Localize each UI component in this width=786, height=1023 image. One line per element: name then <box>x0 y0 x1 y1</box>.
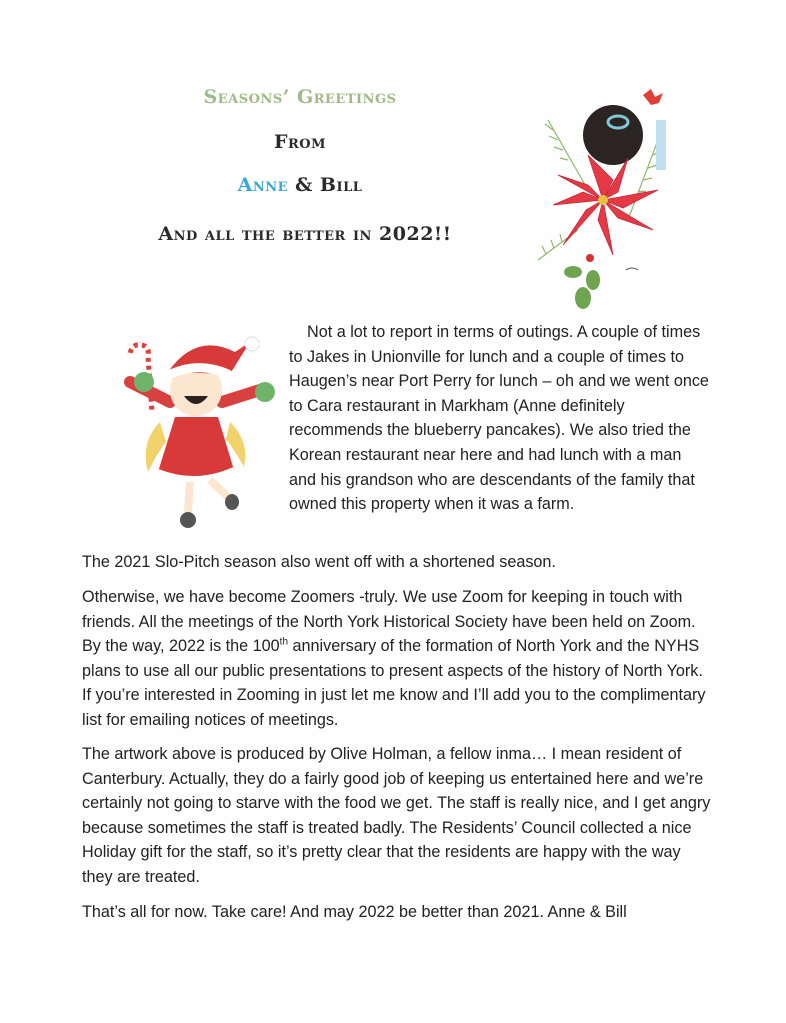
paragraph-zoomers <box>82 585 707 733</box>
berry <box>586 254 594 262</box>
red-bow <box>643 89 663 105</box>
ornament-ball <box>583 105 643 165</box>
name-bill: & Bill <box>288 174 363 196</box>
red-dress <box>158 417 234 479</box>
paragraph-slo-pitch: The 2021 Slo-Pitch season also went off with a shortened season. <box>82 553 556 571</box>
mitten-right <box>255 382 275 402</box>
boot-right <box>225 494 239 510</box>
zoomers-text-start: Otherwise, we have become Zoomers -truly. We use Zoom for keeping in touch with friends. All the meetings of the North York Historical Society have been held on Zoom. By the way, 2022 is the 100 <box>82 588 696 656</box>
greeting-subtitle: And all the better in 2022!! <box>158 223 452 245</box>
name-anne: Anne <box>237 174 289 196</box>
blue-accent <box>656 120 666 170</box>
greeting-from: From <box>273 131 326 153</box>
greeting-names <box>110 174 490 196</box>
paragraph-outings: Not a lot to report in terms of outings. A couple of times to Jakes in Unionville for lunch and a couple of times to Haugen’s near Port Perry for lunch – oh and we went once to Cara restaurant in Markham (Anne definitely recommends the blueberry pancakes). We also tried the Korean restaurant near here and had lunch with a man and his grandson who are descendants of the family that owned this property when it was a farm. <box>289 323 709 514</box>
poinsettia-flower <box>553 155 658 255</box>
artist-signature <box>626 268 638 270</box>
flower-center <box>598 195 608 205</box>
poinsettia-ornament-illustration <box>518 80 668 312</box>
legs <box>188 480 228 512</box>
boot-left <box>180 512 196 528</box>
leaves <box>564 266 600 309</box>
santa-girl-illustration <box>110 322 282 540</box>
greeting-title: Seasons’ Greetings <box>203 86 397 108</box>
hat-pompom <box>245 337 259 351</box>
mitten-left <box>134 372 154 392</box>
ordinal-suffix: th <box>279 636 289 648</box>
zoomers-text-end: anniversary of the formation of North York and the NYHS plans to use all our public presentations to present aspects of the history of North York. If you’re interested in Zooming in just let me know and I’ll add you to the complimentary list for emailing notices of meetings. <box>82 637 706 729</box>
paragraph-artwork: The artwork above is produced by Olive Holman, a fellow inma… I mean resident of Canterbury. Actually, they do a fairly good job of keeping us entertained here and we’re certainly not going to starve with the food we get. The staff is really nice, and I get angry because sometimes the staff is treated badly. The Residents’ Council collected a nice Holiday gift for the staff, so it’s pretty clear that the residents are happy with the way they are treated. <box>82 745 711 886</box>
paragraph-closing: That’s all for now. Take care! And may 2022 be better than 2021. Anne & Bill <box>82 903 627 921</box>
